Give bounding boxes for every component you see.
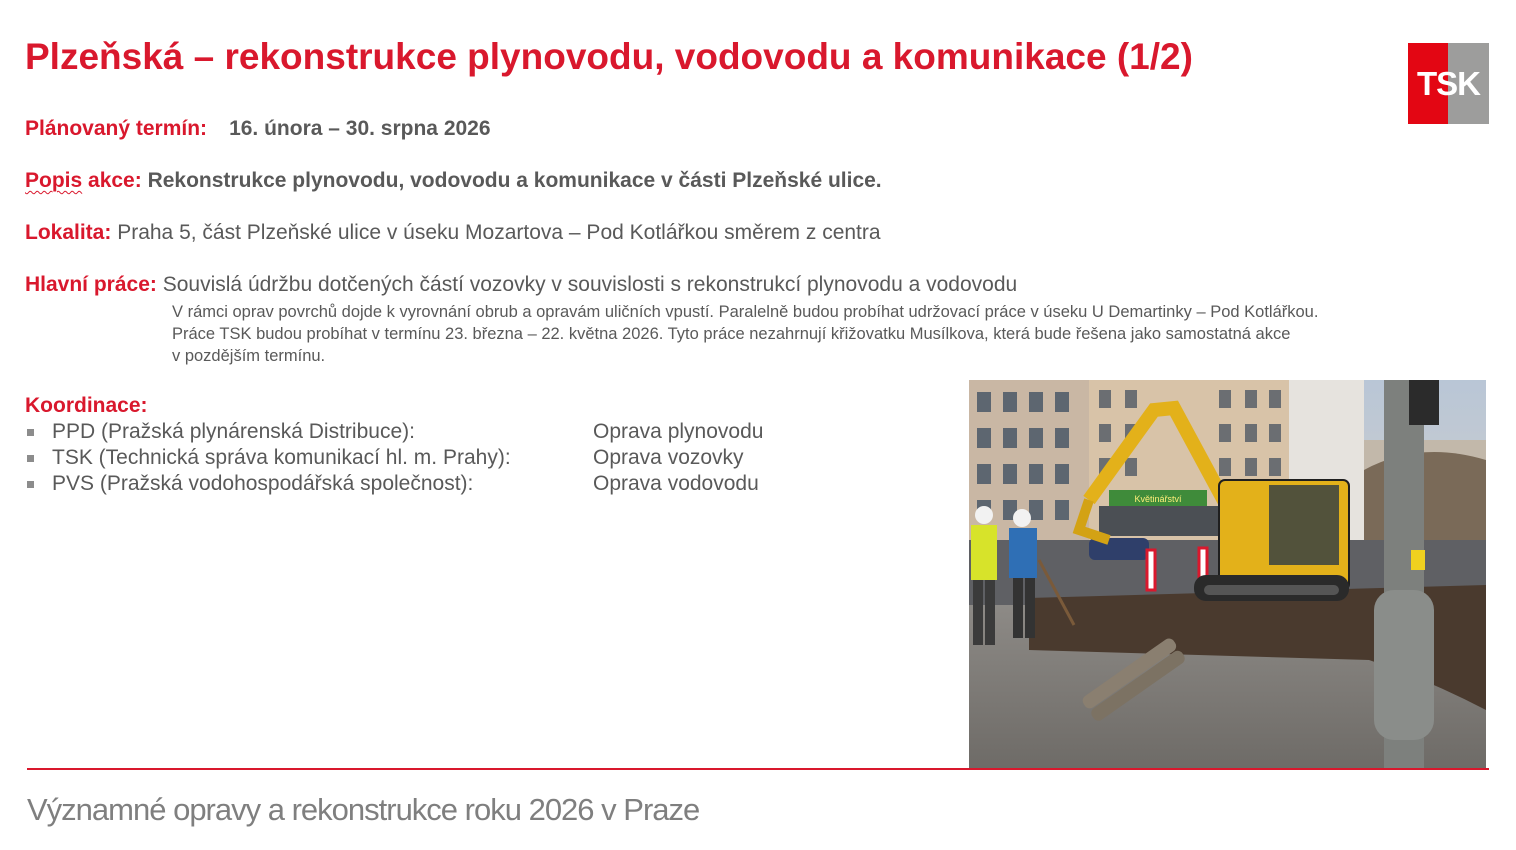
footer-divider — [27, 768, 1489, 770]
list-item — [25, 472, 925, 498]
description-row — [25, 169, 882, 193]
coordination-org: PVS (Pražská vodohospodářská společnost): — [52, 472, 474, 495]
coordination-list — [25, 420, 925, 498]
detail-line: V rámci oprav povrchů dojde k vyrovnání obrub a opravám uličních vpustí. Paralelně budou probíhat udržovací práce v úseku U Demartinky – Pod Kotlářkou. — [172, 303, 1319, 321]
locality-label: Lokalita: — [25, 221, 112, 244]
coordination-org: TSK (Technická správa komunikací hl. m. Prahy): — [52, 446, 511, 469]
description-value: Rekonstrukce plynovodu, vodovodu a komunikace v části Plzeňské ulice. — [147, 169, 882, 192]
coordination-task: Oprava vodovodu — [593, 472, 759, 495]
square-bullet-icon — [27, 455, 34, 462]
square-bullet-icon — [27, 429, 34, 436]
locality-value: Praha 5, část Plzeňské ulice v úseku Mozartova – Pod Kotlářkou směrem z centra — [117, 221, 881, 244]
planned-term-row — [25, 117, 491, 141]
coordination-task: Oprava vozovky — [593, 446, 744, 469]
detail-line: v pozdějším termínu. — [172, 347, 326, 365]
description-label-rest: akce: — [82, 169, 142, 192]
main-work-detail — [172, 301, 1502, 367]
footer-text: Významné opravy a rekonstrukce roku 2026 v Praze — [27, 792, 700, 827]
list-item — [25, 446, 925, 472]
list-item — [25, 420, 925, 446]
shop-sign-text: Květinářství — [1134, 494, 1182, 504]
main-work-label: Hlavní práce: — [25, 273, 157, 296]
planned-term-label: Plánovaný termín: — [25, 117, 208, 140]
page-title: Plzeňská – rekonstrukce plynovodu, vodovodu a komunikace (1/2) — [25, 36, 1193, 77]
logo-text: TSK — [1417, 64, 1480, 102]
main-work-value: Souvislá údržbu dotčených částí vozovky v souvislosti s rekonstrukcí plynovodu a vodovodu — [162, 273, 1018, 296]
coordination-task: Oprava plynovodu — [593, 420, 764, 443]
construction-photo — [969, 380, 1486, 768]
square-bullet-icon — [27, 481, 34, 488]
detail-line: Práce TSK budou probíhat v termínu 23. března – 22. května 2026. Tyto práce nezahrnují křižovatku Musílkova, která bude řešena jako samostatná akce — [172, 325, 1291, 343]
planned-term-value: 16. února – 30. srpna 2026 — [229, 117, 491, 140]
description-label-word: Popis — [25, 169, 83, 192]
main-work-row — [25, 273, 1017, 297]
locality-row — [25, 221, 881, 245]
coordination-org: PPD (Pražská plynárenská Distribuce): — [52, 420, 415, 443]
coordination-label: Koordinace: — [25, 394, 148, 417]
